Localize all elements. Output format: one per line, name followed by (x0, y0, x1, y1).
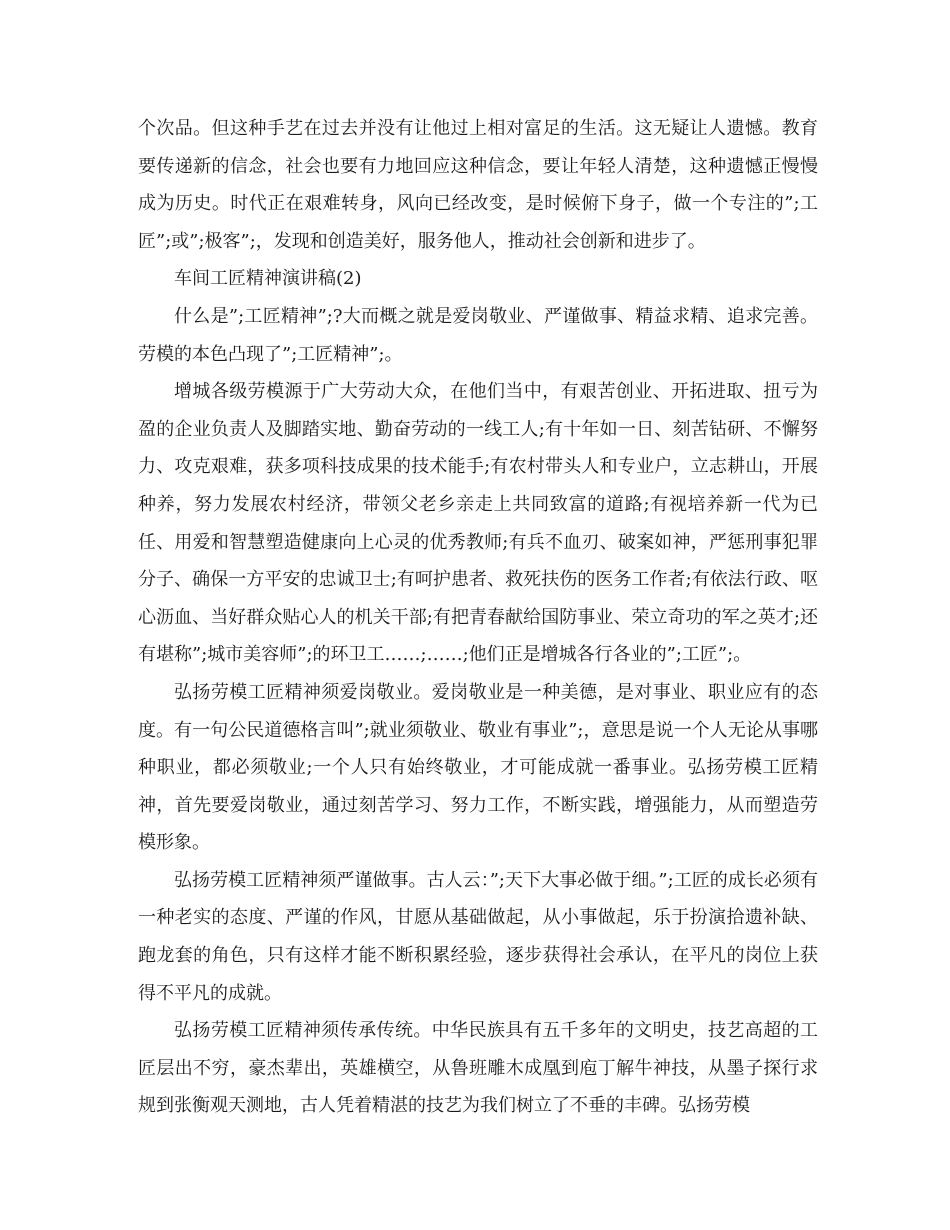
paragraph-dedication: 弘扬劳模工匠精神须爱岗敬业。爱岗敬业是一种美德，是对事业、职业应有的态度。有一句公民道德格言叫”;就业须敬业、敬业有事业”;，意思是说一个人无论从事哪种职业，都必须敬业;一个人只有始终敬业，才可能成就一番事业。弘扬劳模工匠精神，首先要爱岗敬业，通过刻苦学习、努力工作，不断实践，增强能力，从而塑造劳模形象。 (138, 681, 818, 854)
paragraph-tradition: 弘扬劳模工匠精神须传承传统。中华民族具有五千多年的文明史，技艺高超的工匠层出不穷，豪杰辈出，英雄横空，从鲁班雕木成凰到庖丁解牛神技，从墨子探行求规到张衡观天测地，古人凭着精湛的技艺为我们树立了不垂的丰碑。弘扬劳模 (138, 1020, 818, 1117)
paragraph-rigor: 弘扬劳模工匠精神须严谨做事。古人云：”;天下大事必做于细。”;工匠的成长必须有一种老实的态度、严谨的作风，甘愿从基础做起，从小事做起，乐于扮演拾遗补缺、跑龙套的角色，只有这样才能不断积累经验，逐步获得社会承认，在平凡的岗位上获得不平凡的成就。 (138, 869, 818, 1004)
paragraph-model-workers: 增城各级劳模源于广大劳动大众，在他们当中，有艰苦创业、开拓进取、扭亏为盈的企业负责人及脚踏实地、勤奋劳动的一线工人;有十年如一日、刻苦钻研、不懈努力、攻克艰难，获多项科技成果的技术能手;有农村带头人和专业户，立志耕山，开展种养，努力发展农村经济，带领父老乡亲走上共同致富的道路;有视培养新一代为已任、用爱和智慧塑造健康向上心灵的优秀教师;有兵不血刃、破案如神，严惩刑事犯罪分子、确保一方平安的忠诚卫士;有呵护患者、救死扶伤的医务工作者;有依法行政、呕心沥血、当好群众贴心人的机关干部;有把青春献给国防事业、荣立奇功的军之英才;还有堪称”;城市美容师”;的环卫工……;……;他们正是增城各行各业的”;工匠”;。 (138, 381, 818, 666)
document-body (138, 110, 818, 1125)
paragraph-continuation: 个次品。但这种手艺在过去并没有让他过上相对富足的生活。这无疑让人遗憾。教育要传递新的信念，社会也要有力地回应这种信念，要让年轻人清楚，这种遗憾正慢慢成为历史。时代正在艰难转身，风向已经改变，是时候俯下身子，做一个专注的”;工匠”;或”;极客”;，发现和创造美好，服务他人，推动社会创新和进步了。 (138, 118, 818, 252)
section-heading: 车间工匠精神演讲稿(2) (174, 268, 362, 290)
paragraph-definition: 什么是”;工匠精神”;?大而概之就是爱岗敬业、严谨做事、精益求精、追求完善。劳模的本色凸现了”;工匠精神”;。 (138, 305, 818, 365)
